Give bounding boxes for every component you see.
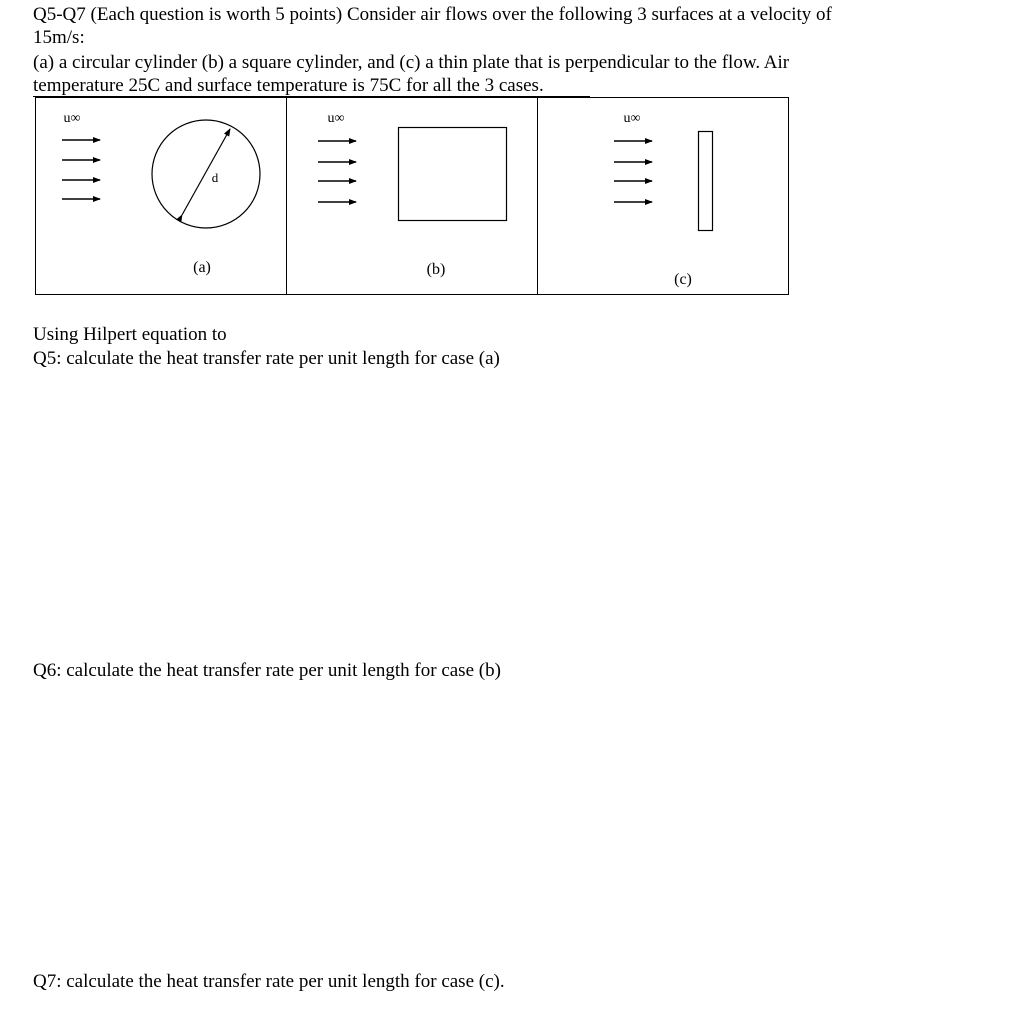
question-q7: Q7: calculate the heat transfer rate per unit length for case (c). bbox=[33, 971, 505, 992]
intro-line-1: Q5-Q7 (Each question is worth 5 points) Consider air flows over the following 3 surfaces at a velocity of bbox=[33, 4, 832, 25]
velocity-label-c: u∞ bbox=[623, 111, 641, 126]
question-q6: Q6: calculate the heat transfer rate per unit length for case (b) bbox=[33, 660, 501, 681]
caption-a: (a) bbox=[193, 259, 211, 276]
caption-c: (c) bbox=[674, 271, 692, 288]
questions-lead: Using Hilpert equation to bbox=[33, 324, 227, 345]
panel-b bbox=[318, 111, 507, 278]
diameter-arrow bbox=[182, 129, 230, 215]
flow-arrows-c bbox=[614, 141, 652, 202]
circular-cylinder bbox=[152, 120, 260, 228]
flow-arrows-b bbox=[318, 141, 356, 202]
square-cylinder bbox=[399, 128, 507, 221]
panel-a bbox=[62, 111, 260, 276]
intro-line-3: (a) a circular cylinder (b) a square cylinder, and (c) a thin plate that is perpendicular to the flow. Air bbox=[33, 52, 790, 73]
thin-plate bbox=[699, 132, 713, 231]
diameter-label: d bbox=[211, 170, 219, 185]
intro-line-4: temperature 25C and surface temperature is 75C for all the 3 cases. bbox=[33, 75, 544, 96]
caption-b: (b) bbox=[426, 261, 446, 278]
velocity-label-a: u∞ bbox=[63, 111, 81, 126]
flow-arrows-a bbox=[62, 140, 100, 199]
velocity-label-b: u∞ bbox=[327, 111, 345, 126]
question-q5: Q5: calculate the heat transfer rate per unit length for case (a) bbox=[33, 348, 500, 369]
intro-line-2: 15m/s: bbox=[33, 27, 85, 48]
panel-c bbox=[614, 111, 713, 288]
